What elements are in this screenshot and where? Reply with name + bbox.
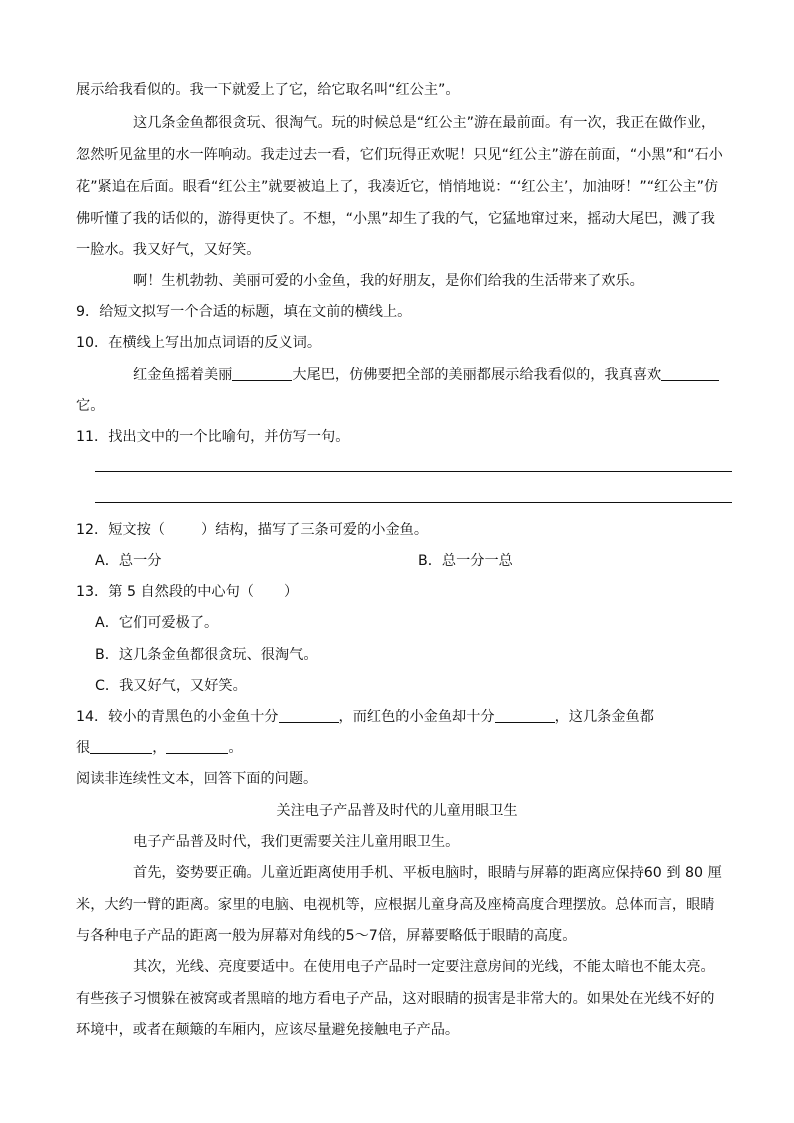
passage-title: 关注电子产品普及时代的儿童用眼卫生 — [276, 803, 518, 819]
q10-text-b: 大尾巴，仿佛要把全部的美丽都展示给我看似的，我真喜欢 — [292, 367, 662, 383]
question-10-sentence — [133, 365, 746, 385]
passage-line: 首先，姿势要正确。儿童近距离使用手机、平板电脑时，眼睛与屏幕的距离应保持60 到 80 厘 — [133, 865, 722, 881]
answer-blank[interactable] — [166, 739, 228, 754]
passage-line: 有些孩子习惯躲在被窝或者黑暗的地方看电子产品，这对眼睛的损害是非常大的。如果处在光线不好的 — [76, 991, 715, 1007]
question-12 — [76, 520, 746, 540]
section-intro: 阅读非连续性文本，回答下面的问题。 — [76, 771, 318, 787]
answer-blank[interactable] — [495, 708, 555, 723]
question-14-cont — [76, 738, 746, 758]
passage-line: 忽然听见盆里的水一阵响动。我走过去一看，它们玩得正欢呢！只见“红公主”游在前面，“小黑”和“石小 — [76, 147, 723, 163]
q13-option-c[interactable]: C．我又好气，又好笑。 — [95, 678, 247, 694]
answer-blank[interactable] — [279, 708, 339, 723]
q10-text-c: 它。 — [76, 398, 105, 414]
passage-line: 其次，光线、亮度要适中。在使用电子产品时一定要注意房间的光线，不能太暗也不能太亮。 — [133, 959, 715, 975]
q13-text-b: ） — [283, 584, 299, 600]
q14-text-d: 很 — [76, 740, 91, 756]
question-10: 10．在横线上写出加点词语的反义词。 — [76, 335, 322, 351]
passage-line: 电子产品普及时代，我们更需要关注儿童用眼卫生。 — [133, 834, 460, 850]
question-9: 9．给短文拟写一个合适的标题，填在文前的横线上。 — [76, 304, 412, 320]
passage-line: 这几条金鱼都很贪玩、很淘气。玩的时候总是“红公主”游在最前面。有一次，我正在做作业， — [133, 115, 716, 131]
answer-blank[interactable] — [90, 739, 152, 754]
q14-text-a: 14．较小的青黑色的小金鱼十分 — [76, 709, 279, 725]
passage-line: 环境中，或者在颠簸的车厢内，应该尽量避免接触电子产品。 — [76, 1022, 460, 1038]
passage-line: 与各种电子产品的距离一般为屏幕对角线的5～7倍，屏幕要略低于眼睛的高度。 — [76, 928, 577, 944]
q13-option-a[interactable]: A．它们可爱极了。 — [95, 615, 219, 631]
question-14 — [76, 707, 746, 727]
passage-line: 啊！生机勃勃、美丽可爱的小金鱼，我的好朋友，是你们给我的生活带来了欢乐。 — [133, 273, 644, 289]
q12-option-a[interactable]: A．总一分 — [95, 553, 162, 569]
q13-option-b[interactable]: B．这几条金鱼都很贪玩、很淘气。 — [95, 647, 318, 663]
q10-text-a: 红金鱼摇着美丽 — [133, 367, 233, 383]
q12-option-b[interactable]: B．总一分一总 — [418, 553, 513, 569]
question-11: 11．找出文中的一个比喻句，并仿写一句。 — [76, 429, 350, 445]
passage-line: 佛听懂了我的话似的，游得更快了。不想，“小黑”却生了我的气，它猛地窜过来，摇动大尾巴，溅了我 — [76, 211, 715, 227]
answer-line[interactable] — [95, 502, 732, 503]
passage-line: 一脸水。我又好气，又好笑。 — [76, 242, 261, 258]
q14-text-b: ，而红色的小金鱼却十分 — [338, 709, 495, 725]
passage-line: 展示给我看似的。我一下就爱上了它，给它取名叫“红公主”。 — [76, 82, 460, 98]
q14-text-e: ， — [152, 740, 167, 756]
q12-text-a: 12．短文按（ — [76, 522, 165, 538]
passage-line: 米，大约一臂的距离。家里的电脑、电视机等，应根据儿童身高及座椅高度合理摆放。总体而言，眼睛 — [76, 897, 715, 913]
question-13 — [76, 582, 746, 602]
q12-text-b: ）结构，描写了三条可爱的小金鱼。 — [201, 522, 429, 538]
q14-text-c: ，这几条金鱼都 — [554, 709, 654, 725]
passage-line: 花”紧追在后面。眼看“红公主”就要被追上了，我凑近它，悄悄地说：“‘红公主’，加油呀！”“红公主”仿 — [76, 179, 719, 195]
answer-blank[interactable] — [661, 366, 719, 381]
answer-blank[interactable] — [232, 366, 292, 381]
q14-text-f: 。 — [228, 740, 243, 756]
q13-text-a: 13．第 5 自然段的中心句（ — [76, 584, 254, 600]
answer-line[interactable] — [95, 471, 732, 472]
